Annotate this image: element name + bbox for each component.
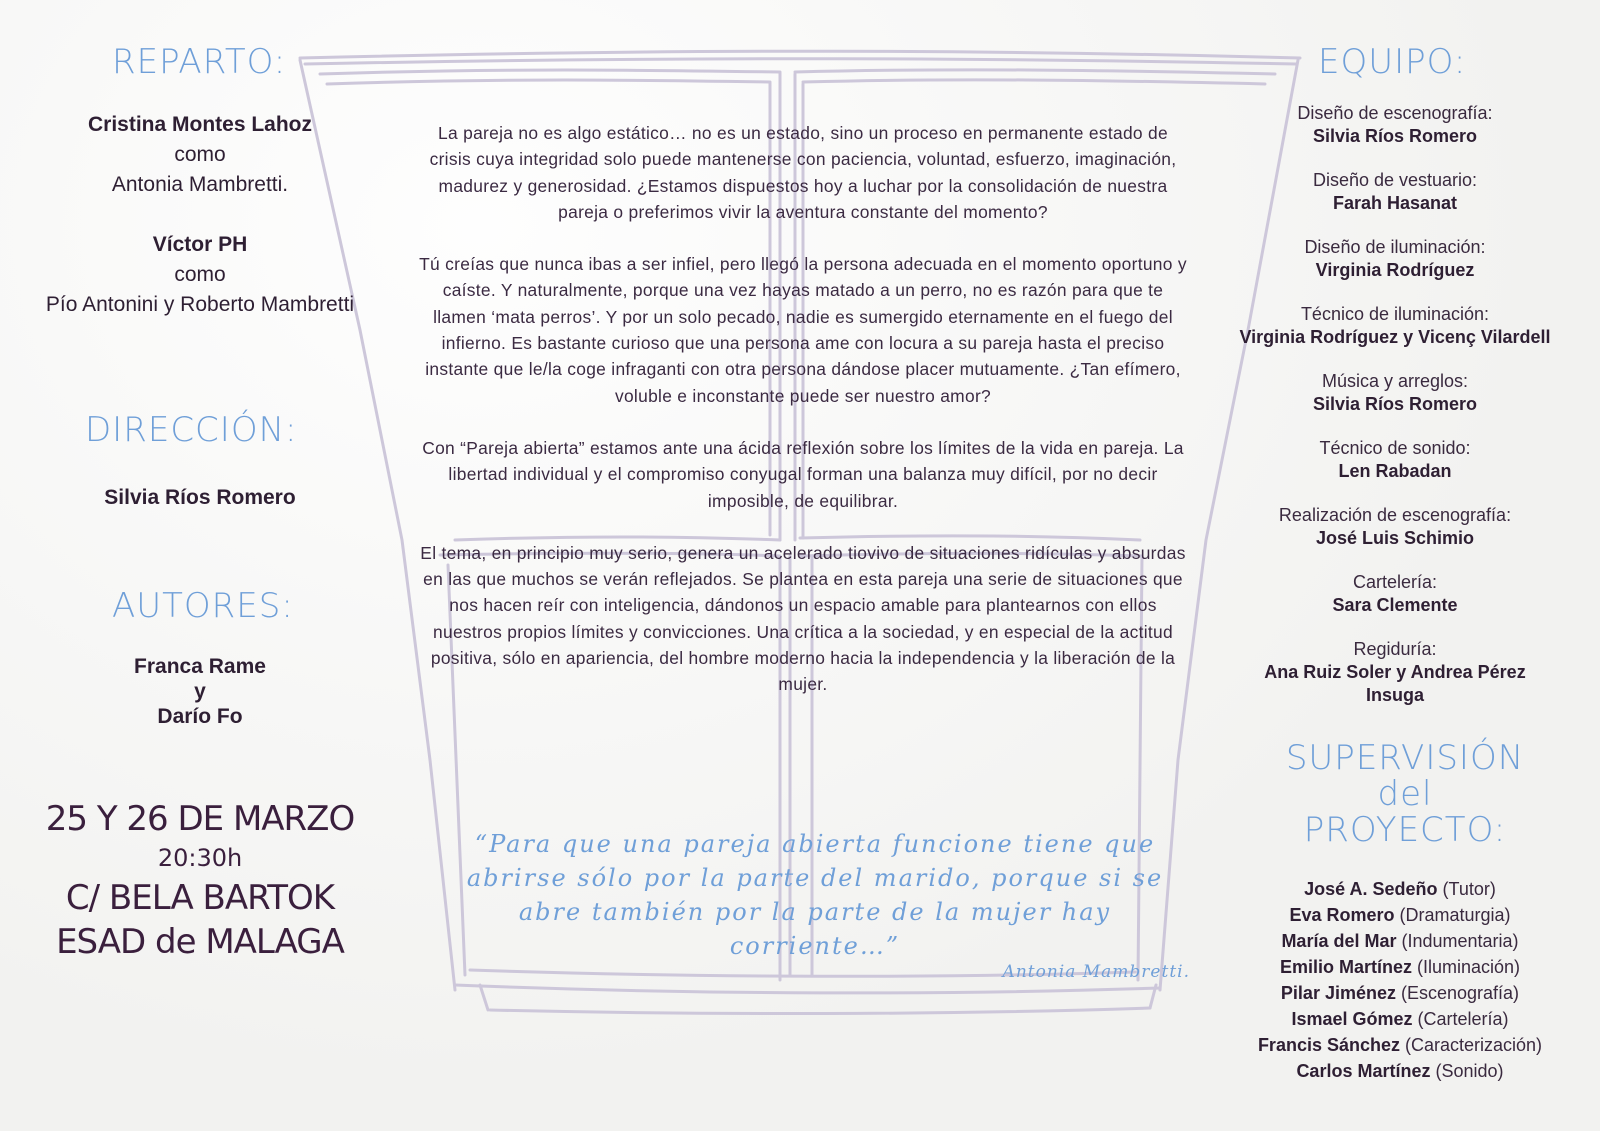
equipo-role: Música y arreglos: [1321, 371, 1469, 391]
supervisor-name: José A. Sedeño [1304, 879, 1438, 899]
supervisor-role: (Iluminación) [1417, 957, 1521, 977]
autores-heading: AUTORES: [112, 586, 294, 626]
synopsis [418, 120, 1188, 724]
reparto-heading: REPARTO: [112, 42, 287, 82]
reparto-block [20, 110, 380, 320]
autores-block [20, 654, 380, 729]
supervision-item [1220, 954, 1580, 980]
supervision-item [1220, 1032, 1580, 1058]
equipo-role: Regiduría: [1353, 639, 1437, 659]
supervision-item [1220, 902, 1580, 928]
equipo-name: Silvia Ríos Romero [1312, 394, 1478, 414]
event-time: 20:30h [157, 844, 243, 872]
equipo-list [1210, 102, 1580, 728]
equipo-item [1210, 504, 1580, 550]
supervisor-role: (Dramaturgia) [1399, 905, 1511, 925]
supervisor-name: Carlos Martínez [1296, 1061, 1431, 1081]
equipo-role: Realización de escenografía: [1278, 505, 1512, 525]
event-info [30, 798, 370, 964]
equipo-name: Farah Hasanat [1332, 193, 1458, 213]
supervision-item [1220, 980, 1580, 1006]
supervision-heading-line-1: SUPERVISIÓN [1285, 738, 1525, 778]
supervisor-role: (Tutor) [1442, 879, 1496, 899]
equipo-role: Cartelería: [1352, 572, 1438, 592]
equipo-name: Silvia Ríos Romero [1312, 126, 1478, 146]
supervision-item [1220, 1006, 1580, 1032]
supervisor-name: Ismael Gómez [1291, 1009, 1413, 1029]
supervisor-name: Francis Sánchez [1257, 1035, 1400, 1055]
role-2: Pío Antonini y Roberto Mambretti [45, 293, 355, 316]
supervisor-name: Emilio Martínez [1279, 957, 1412, 977]
supervisor-role: (Cartelería) [1417, 1009, 1509, 1029]
actor-2: Víctor PH [152, 233, 248, 256]
supervision-heading-line-2: del [1377, 774, 1433, 814]
equipo-heading: EQUIPO: [1318, 42, 1467, 82]
equipo-item [1210, 236, 1580, 282]
quote-author: Antonia Mambretti. [1002, 962, 1190, 982]
synopsis-paragraph-1: La pareja no es algo estático… no es un estado, sino un proceso en permanente estado de crisis cuya integridad solo puede mantenerse con paciencia, voluntad, esfuerzo, imaginación, madurez y generosidad. ¿Estamos dispuestos hoy a luchar por la consolidación de nuestra pareja o preferimos vivir la aventura constante del momento? [429, 123, 1177, 222]
supervision-item [1220, 876, 1580, 902]
equipo-name: Virginia Rodríguez y Vicenç Vilardell [1239, 327, 1551, 347]
actor-1: Cristina Montes Lahoz [87, 113, 313, 136]
equipo-role: Diseño de vestuario: [1312, 170, 1478, 190]
supervisor-role: (Indumentaria) [1401, 931, 1519, 951]
supervisor-role: (Escenografía) [1401, 983, 1520, 1003]
direccion-heading: DIRECCIÓN: [85, 410, 298, 450]
supervisor-role: (Sonido) [1435, 1061, 1504, 1081]
supervision-heading-line-3: PROYECTO: [1303, 810, 1507, 850]
event-venue: ESAD de MALAGA [56, 922, 344, 962]
equipo-item [1210, 571, 1580, 617]
author-conj: y [194, 680, 206, 703]
author-1: Franca Rame [134, 655, 266, 678]
equipo-name: Virginia Rodríguez [1315, 260, 1475, 280]
como-2: como [174, 263, 226, 286]
supervisor-name: Pilar Jiménez [1280, 983, 1396, 1003]
equipo-item [1210, 638, 1580, 707]
synopsis-paragraph-4: El tema, en principio muy serio, genera un acelerado tiovivo de situaciones ridículas y absurdas en las que muchos se verán reflejados. Se plantea en esta pareja una serie de situaciones que nos hacen reír con inteligencia, dándonos un espacio amable para plantearnos con ellos nuestros propios límites y convicciones. Una crítica a la sociedad, y en especial de la actitud positiva, sólo en apariencia, del hombre moderno hacia la independencia y la liberación de la mujer. [420, 542, 1186, 695]
equipo-name: Sara Clemente [1332, 595, 1458, 615]
event-dates: 25 Y 26 DE MARZO [45, 799, 355, 839]
como-1: como [174, 143, 226, 166]
equipo-role: Diseño de escenografía: [1297, 103, 1493, 123]
supervisor-role: (Caracterización) [1405, 1035, 1543, 1055]
role-1: Antonia Mambretti. [111, 173, 289, 196]
equipo-name: Len Rabadan [1338, 461, 1452, 481]
equipo-item [1210, 102, 1580, 148]
synopsis-paragraph-3: Con “Pareja abierta” estamos ante una ácida reflexión sobre los límites de la vida en pareja. La libertad individual y el compromiso conyugal forman una balanza muy difícil, por no decir imposible, de equilibrar. [422, 437, 1184, 511]
supervision-heading [1225, 740, 1585, 848]
equipo-name: José Luis Schimio [1315, 528, 1475, 548]
equipo-role: Técnico de iluminación: [1300, 304, 1490, 324]
director-name: Silvia Ríos Romero [104, 486, 296, 509]
equipo-item [1210, 169, 1580, 215]
equipo-item [1210, 437, 1580, 483]
supervisor-name: Eva Romero [1289, 905, 1395, 925]
equipo-item [1210, 370, 1580, 416]
supervisor-name: María del Mar [1281, 931, 1397, 951]
event-street: C/ BELA BARTOK [65, 878, 335, 918]
equipo-role: Técnico de sonido: [1319, 438, 1471, 458]
supervision-list [1220, 876, 1580, 1084]
equipo-name: Ana Ruiz Soler y Andrea Pérez Insuga [1264, 662, 1526, 705]
author-2: Darío Fo [157, 705, 243, 728]
equipo-item [1210, 303, 1580, 349]
quote-text: “Para que una pareja abierta funcione tiene que abrirse sólo por la parte del marido, porque si se abre también por la parte de la mujer hay corriente…” [466, 830, 1164, 960]
equipo-role: Diseño de iluminación: [1304, 237, 1486, 257]
supervision-item [1220, 928, 1580, 954]
synopsis-paragraph-2: Tú creías que nunca ibas a ser infiel, pero llegó la persona adecuada en el momento oportuno y caíste. Y naturalmente, porque una vez hayas matado a un perro, no es razón para que te llamen ‘mata perros’. Y por un solo pecado, nadie es sumergido eternamente en el fuego del infierno. Es bastante curioso que una persona ame con locura a su pareja hasta el preciso instante que le/la coge infraganti con otra persona dándose placer mutuamente. ¿Tan efímero, voluble e inconstante puede ser nuestro amor? [419, 254, 1187, 406]
supervision-item [1220, 1058, 1580, 1084]
